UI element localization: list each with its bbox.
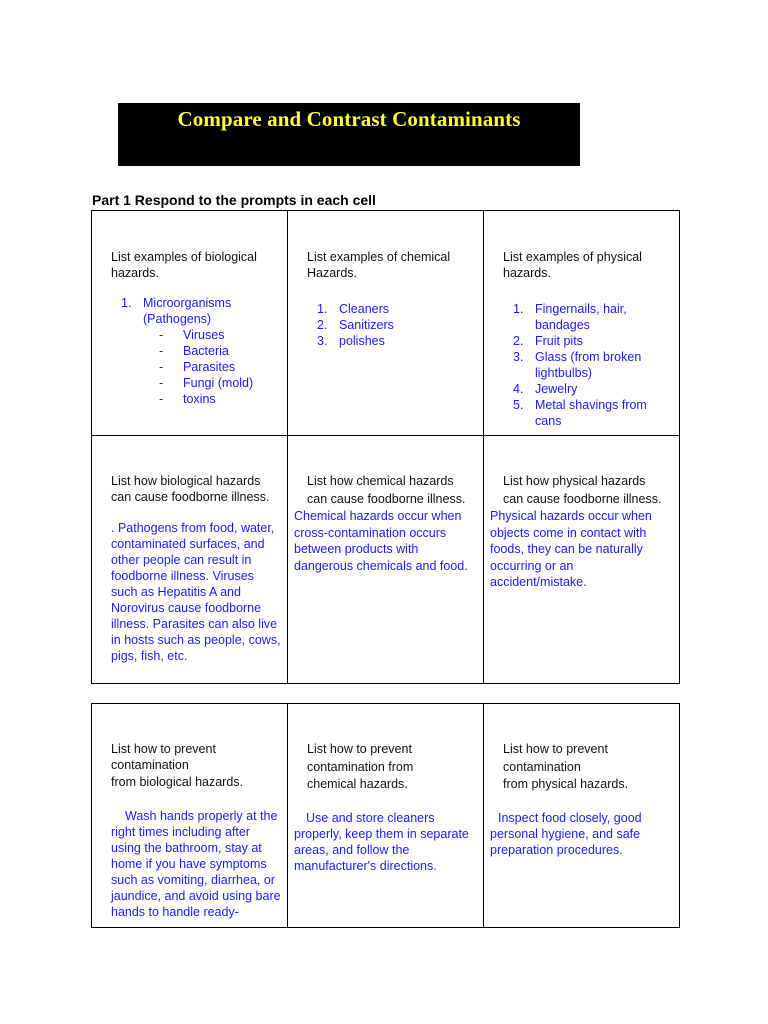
phys-examples-cell[interactable] (484, 211, 680, 436)
chem-prevention-prompt-line1: List how to prevent contamination from (307, 742, 414, 774)
phys-illness-cell[interactable] (484, 436, 680, 684)
chem-illness-prompt: List how chemical hazards can cause foodborne illness. (307, 474, 466, 506)
list-item: 1. Cleaners (317, 302, 390, 316)
list-item: 5. Metal shavings from cans (513, 398, 647, 428)
chem-examples-cell[interactable] (288, 211, 484, 436)
list-item: 3. polishes (317, 334, 385, 348)
bio-prevention-prompt-line2: from biological hazards. (111, 775, 244, 789)
bio-examples-prompt: List examples of biological hazards. (111, 250, 257, 280)
list-item: - toxins (159, 392, 216, 406)
title-banner (118, 103, 580, 166)
illness-row (92, 436, 680, 684)
chem-prevention-answer: Use and store cleaners properly, keep them in separate areas, and follow the manufacturer's directions. (294, 810, 469, 873)
phys-examples-list (503, 301, 673, 429)
bio-prevention-answer: Wash hands properly at the right times including after using the bathroom, stay at home if you have symptoms such as vomiting, diarrhea, or jaundice, and avoid using bare hands to handle ready- (111, 809, 281, 919)
prevention-table (91, 703, 680, 928)
list-item: 4. Jewelry (513, 382, 578, 396)
chem-examples-prompt: List examples of chemical Hazards. (307, 250, 451, 280)
bio-illness-cell[interactable] (92, 436, 288, 684)
chem-examples-list (307, 301, 477, 349)
bio-illness-answer: . Pathogens from food, water, contaminated surfaces, and other people can result in foodborne illness. Viruses such as Hepatitis A and Norovirus cause foodborne illness. Parasites can also live in hosts such as people, cows, pigs, fish, etc. (111, 521, 281, 663)
phys-illness-prompt: List how physical hazards can cause foodborne illness. (503, 474, 662, 506)
list-item: - Bacteria (159, 344, 229, 358)
list-item: - Fungi (mold) (159, 376, 254, 390)
chem-illness-answer: Chemical hazards occur when cross-contamination occurs between products with dangerous chemicals and food. (294, 509, 468, 573)
phys-prevention-prompt-line2: from physical hazards. (503, 777, 629, 791)
phys-prevention-answer: Inspect food closely, good personal hygiene, and safe preparation procedures. (490, 810, 642, 857)
list-item: 1. Fingernails, hair, bandages (513, 302, 627, 332)
phys-illness-answer: Physical hazards occur when objects come in contact with foods, they can be naturally occurring or an accident/mistake. (490, 509, 652, 589)
list-item: 2. Fruit pits (513, 334, 583, 348)
bio-prevention-cell[interactable] (92, 704, 288, 928)
phys-prevention-cell[interactable] (484, 704, 680, 928)
bio-examples-cell[interactable] (92, 211, 288, 436)
document-title: Compare and Contrast Contaminants (177, 107, 521, 131)
list-item: - Viruses (159, 328, 225, 342)
list-item: - Parasites (159, 360, 236, 374)
bio-examples-list (111, 295, 281, 407)
chem-prevention-prompt-line2: chemical hazards. (307, 777, 408, 791)
list-item: 3. Glass (from broken lightbulbs) (513, 350, 642, 380)
bio-illness-prompt: List how biological hazards can cause foodborne illness. (111, 474, 270, 504)
hazards-table (91, 210, 680, 684)
chem-illness-cell[interactable] (288, 436, 484, 684)
examples-row (92, 211, 680, 436)
chem-prevention-cell[interactable] (288, 704, 484, 928)
part-heading: Part 1 Respond to the prompts in each cell (92, 192, 376, 208)
list-item: 2. Sanitizers (317, 318, 394, 332)
prevention-row (92, 704, 680, 928)
phys-prevention-prompt-line1: List how to prevent contamination (503, 742, 608, 774)
list-item: 1. Microorganisms (Pathogens) - Viruses - Bacteria - Parasites - Fungi (mold) - toxins (119, 295, 281, 407)
phys-examples-prompt: List examples of physical hazards. (503, 250, 642, 280)
pathogen-sublist (159, 327, 281, 407)
bio-prevention-prompt-line1: List how to prevent contamination (111, 742, 216, 772)
